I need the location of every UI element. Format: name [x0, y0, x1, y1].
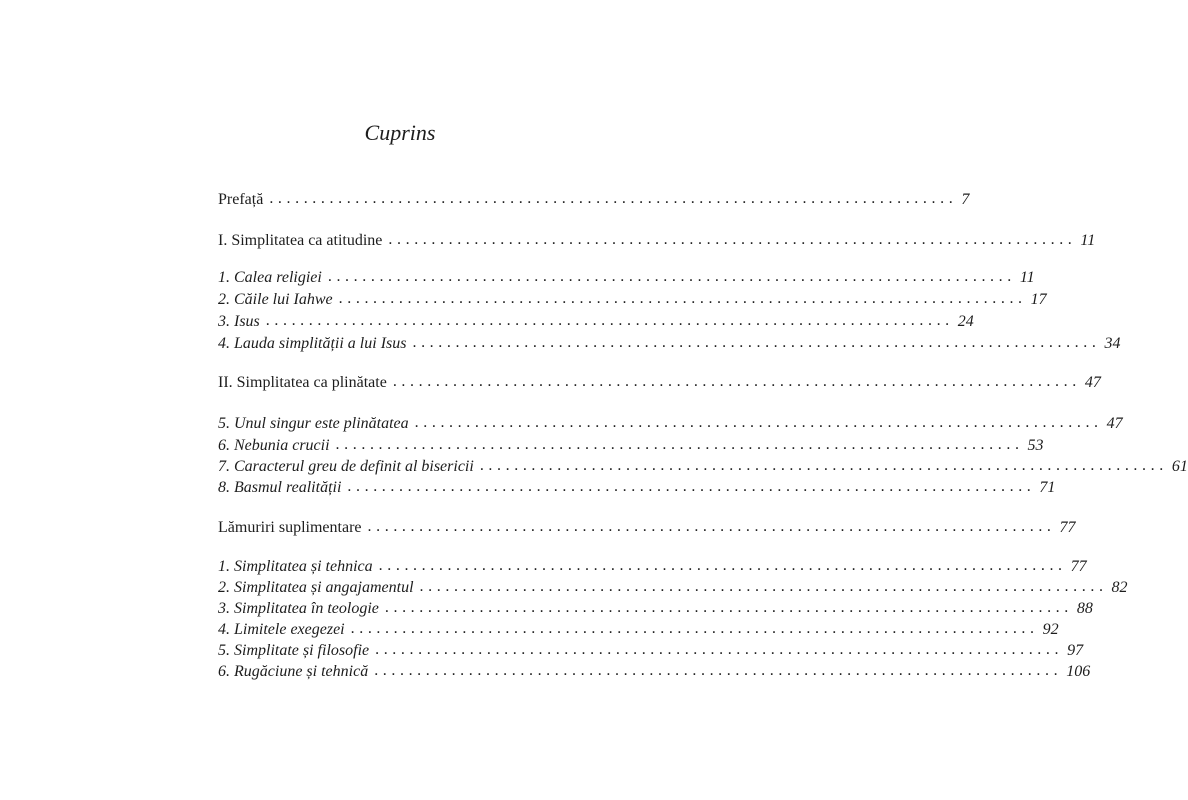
toc-entry-prefata: [218, 189, 970, 211]
dot-leader: ................................................................................: [388, 231, 1077, 248]
toc-page-number: 11: [1019, 269, 1035, 286]
toc-entry-appendix-2: [218, 577, 1128, 599]
dot-leader: ................................................................................: [327, 268, 1016, 285]
dot-leader: ................................................................................: [419, 578, 1108, 595]
toc-page-number: 53: [1027, 437, 1044, 454]
toc-entry-chapter-5: [218, 413, 1123, 435]
toc-entry-label: 5. Simplitate și filosofie: [218, 642, 370, 659]
dot-leader: ................................................................................: [269, 190, 958, 207]
dot-leader: ................................................................................: [350, 620, 1039, 637]
dot-leader: ................................................................................: [479, 457, 1168, 474]
toc-page-number: 77: [1070, 558, 1087, 575]
toc-entry-label: 4. Limitele exegezei: [218, 621, 345, 638]
dot-leader: ................................................................................: [378, 557, 1067, 574]
toc-entry-chapter-3: [218, 311, 974, 333]
dot-leader: ................................................................................: [392, 373, 1081, 390]
dot-leader: ................................................................................: [412, 334, 1101, 351]
toc-entry-label: 3. Isus: [218, 313, 260, 330]
dot-leader: ................................................................................: [384, 599, 1073, 616]
toc-entry-label: 6. Rugăciune și tehnică: [218, 663, 369, 680]
dot-leader: ................................................................................: [414, 414, 1103, 431]
toc-entry-part-1: [218, 230, 1096, 252]
toc-page-number: 11: [1080, 232, 1096, 249]
toc-entry-chapter-6: [218, 435, 1044, 457]
toc-page-number: 92: [1042, 621, 1059, 638]
toc-entry-label: 7. Caracterul greu de definit al bisericii: [218, 458, 474, 475]
toc-entry-appendix-1: [218, 556, 1087, 578]
toc-entry-chapter-1: [218, 267, 1035, 289]
toc-page-number: 17: [1030, 291, 1047, 308]
toc-entry-label: II. Simplitatea ca plinătate: [218, 374, 387, 391]
toc-page-number: 47: [1106, 415, 1123, 432]
toc-page-number: 7: [961, 191, 970, 208]
toc-entry-label: Lămuriri suplimentare: [218, 519, 362, 536]
dot-leader: ................................................................................: [347, 478, 1036, 495]
toc-page-number: 88: [1076, 600, 1093, 617]
toc-entry-label: 1. Calea religiei: [218, 269, 322, 286]
toc-entry-appendix-5: [218, 640, 1084, 662]
toc-entry-label: 1. Simplitatea și tehnica: [218, 558, 373, 575]
toc-entry-label: 8. Basmul realității: [218, 479, 342, 496]
toc-entry-chapter-8: [218, 477, 1056, 499]
toc-page-number: 34: [1104, 335, 1121, 352]
toc-entry-label: 3. Simplitatea în teologie: [218, 600, 379, 617]
dot-leader: ................................................................................: [367, 518, 1056, 535]
toc-entry-appendix-3: [218, 598, 1093, 620]
dot-leader: ................................................................................: [335, 436, 1024, 453]
toc-page-number: 106: [1066, 663, 1091, 680]
dot-leader: ................................................................................: [265, 312, 954, 329]
toc-entry-appendix-4: [218, 619, 1059, 641]
toc-entry-chapter-2: [218, 289, 1047, 311]
toc-page-number: 47: [1084, 374, 1101, 391]
toc-entry-label: 4. Lauda simplității a lui Isus: [218, 335, 407, 352]
toc-page-number: 24: [957, 313, 974, 330]
toc-page-number: 82: [1111, 579, 1128, 596]
toc-page-number: 97: [1067, 642, 1084, 659]
dot-leader: ................................................................................: [375, 641, 1064, 658]
toc-entry-part-2: [218, 372, 1101, 394]
toc-page-number: 77: [1059, 519, 1076, 536]
toc-entry-label: 2. Simplitatea și angajamentul: [218, 579, 414, 596]
toc-entry-label: 2. Căile lui Iahwe: [218, 291, 333, 308]
toc-entry-label: 5. Unul singur este plinătatea: [218, 415, 409, 432]
dot-leader: ................................................................................: [374, 662, 1063, 679]
toc-entry-chapter-4: [218, 333, 1121, 355]
toc-entry-label: Prefață: [218, 191, 264, 208]
toc-page-number: 61: [1171, 458, 1188, 475]
page-title: Cuprins: [364, 120, 436, 145]
toc-entry-label: 6. Nebunia crucii: [218, 437, 330, 454]
toc-entry-label: I. Simplitatea ca atitudine: [218, 232, 383, 249]
toc-page-number: 71: [1039, 479, 1056, 496]
toc-entry-appendix-6: [218, 661, 1091, 683]
toc-entry-chapter-7: [218, 456, 1188, 478]
dot-leader: ................................................................................: [338, 290, 1027, 307]
toc-entry-appendix: [218, 517, 1076, 539]
